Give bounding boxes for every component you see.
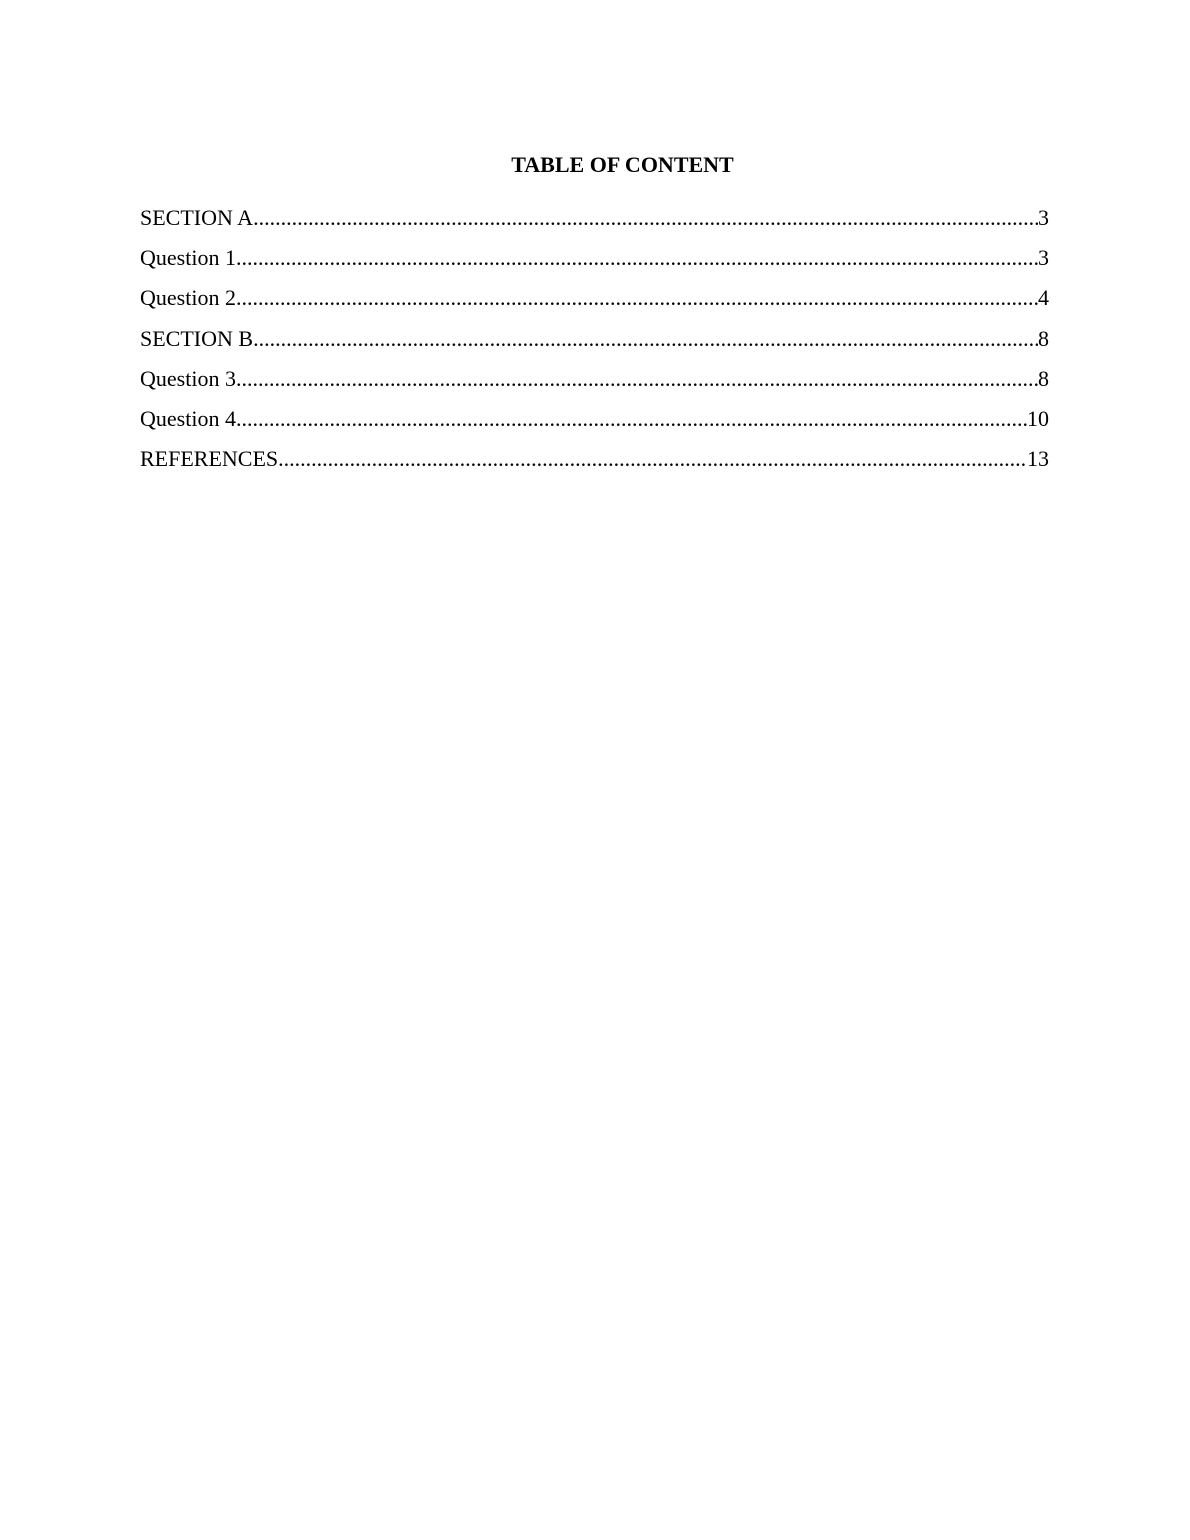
dot-leader [236,404,1027,434]
dot-leader [253,324,1038,354]
toc-entry-label: Question 3 [140,365,236,391]
toc-entry-page-number: 8 [1038,365,1049,391]
toc-entry-section-a[interactable] [140,203,1049,243]
toc-entry-page-number: 4 [1038,285,1049,311]
toc-entry-page-number: 3 [1038,205,1049,230]
toc-heading: TABLE OF CONTENT [511,152,734,177]
toc-entry-label: Question 2 [140,285,236,311]
toc-entry-label: SECTION B [140,325,254,351]
dot-leader [236,283,1038,313]
toc-entry-page-number: 13 [1027,446,1049,472]
toc-entry-page-number: 10 [1027,405,1049,431]
toc-entry-question-2[interactable] [140,283,1049,323]
toc-entry-label: Question 1 [140,245,236,271]
dot-leader [236,243,1038,273]
dot-leader [278,444,1027,474]
toc-entry-references[interactable] [140,444,1049,484]
dot-leader [253,203,1038,233]
toc-entry-section-b[interactable] [140,324,1049,364]
toc-entry-page-number: 3 [1038,245,1049,271]
dot-leader [236,364,1038,394]
toc-entry-label: REFERENCES [140,446,279,472]
toc-entry-page-number: 8 [1038,325,1049,351]
toc-list [140,203,1049,484]
toc-entry-question-4[interactable] [140,404,1049,444]
toc-entry-label: SECTION A [140,205,254,230]
toc-entry-label: Question 4 [140,405,236,431]
toc-entry-question-3[interactable] [140,364,1049,404]
toc-entry-question-1[interactable] [140,243,1049,283]
